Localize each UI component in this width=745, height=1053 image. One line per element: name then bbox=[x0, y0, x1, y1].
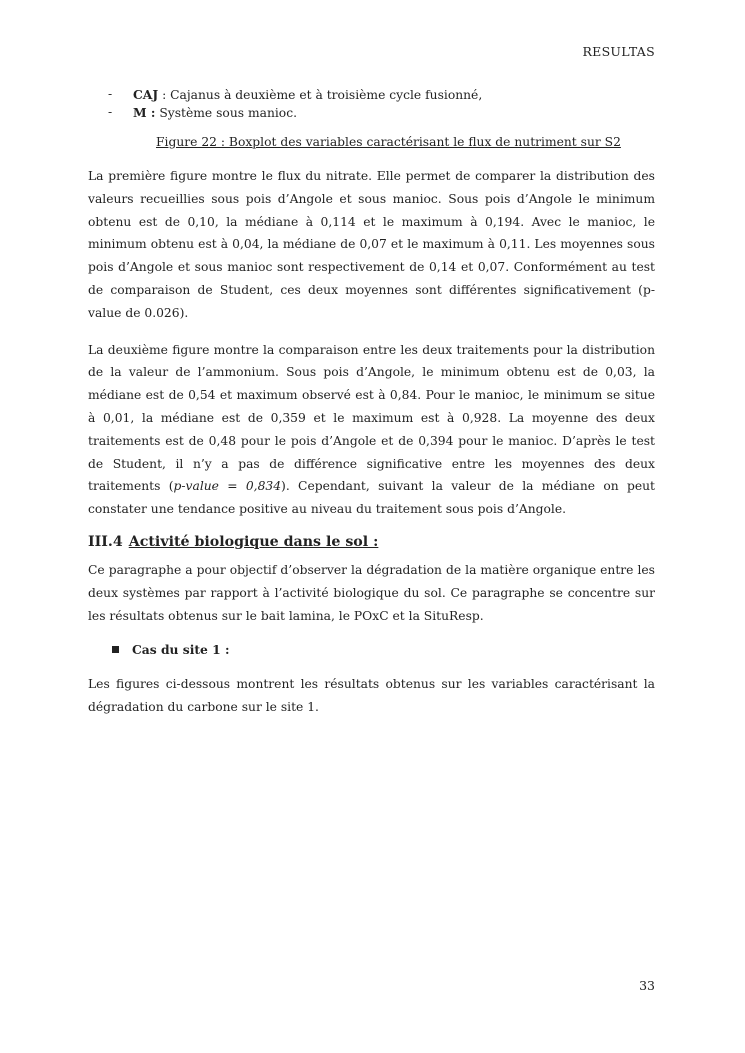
running-header: RESULTAS bbox=[582, 44, 655, 59]
legend-desc: Système sous manioc. bbox=[159, 106, 298, 120]
legend-sep: : bbox=[158, 88, 171, 102]
paragraph-text: La deuxième figure montre la comparaison entre les deux traitements pour la distribution de la valeur de l’ammonium. Sous pois d’Angole, le minimum obtenu est de 0,03, la médiane est de 0,54 et maximum observé est à 0,84. Pour le manioc, le minimum se situe à 0,01, la médiane est de 0,359 et le maximum est à 0,928. La moyenne des deux traitements est de 0,48 pour le pois d’Angole et de 0,394 pour le manioc. D’après le test de Student, il n’y a pas de différence significative entre les moyennes des deux traitements ( bbox=[88, 342, 655, 494]
legend-term: M : bbox=[133, 105, 156, 120]
legend-term: CAJ bbox=[133, 87, 159, 102]
paragraph-text: ). Cependant, suivant la valeur de la médiane on peut constater une tendance positive au niveau du traitement sous pois d’Angole. bbox=[88, 479, 655, 517]
page-number: 33 bbox=[639, 978, 655, 993]
figure-caption: Figure 22 : Boxplot des variables caractérisant le flux de nutriment sur S2 bbox=[156, 135, 621, 149]
section-title: Activité biologique dans le sol : bbox=[128, 533, 379, 550]
section-number: III.4 bbox=[88, 533, 123, 550]
paragraph-objective: Ce paragraphe a pour objectif d’observer la dégradation de la matière organique entre les deux systèmes par rapport à l’activité biologique du sol. Ce paragraphe se concentre sur les résultats obtenus sur le bait lamina, le POxC et la SituResp. bbox=[88, 562, 655, 623]
p-value-italic: p-value = 0,834 bbox=[173, 479, 282, 494]
section-heading bbox=[88, 531, 655, 553]
subsection-label: Cas du site 1 : bbox=[132, 642, 230, 658]
paragraph-ammonium bbox=[88, 339, 655, 521]
square-bullet-icon bbox=[112, 646, 119, 653]
list-dash: - bbox=[108, 105, 113, 119]
legend-item-m bbox=[108, 104, 655, 122]
figure-legend-list bbox=[108, 86, 655, 122]
legend-item-caj bbox=[108, 86, 655, 104]
legend-desc: Cajanus à deuxième et à troisième cycle fusionné, bbox=[170, 88, 483, 102]
list-dash: - bbox=[108, 87, 113, 101]
paragraph-nitrate: La première figure montre le flux du nitrate. Elle permet de comparer la distribution des valeurs recueillies sous pois d’Angole et sous manioc. Sous pois d’Angole le minimum obtenu est de 0,10, la médiane à 0,114 et le maximum à 0,194. Avec le manioc, le minimum obtenu est à 0,04, la médiane de 0,07 et le maximum à 0,11. Les moyennes sous pois d’Angole et sous manioc sont respectivement de 0,14 et 0,07. Conformément au test de comparaison de Student, ces deux moyennes sont différentes significativement (p-value de 0.026). bbox=[88, 169, 655, 320]
page-body bbox=[88, 86, 655, 719]
subsection-bullet bbox=[112, 641, 655, 659]
paragraph-site1: Les figures ci-dessous montrent les résultats obtenus sur les variables caractérisant la dégradation du carbone sur le site 1. bbox=[88, 677, 655, 715]
